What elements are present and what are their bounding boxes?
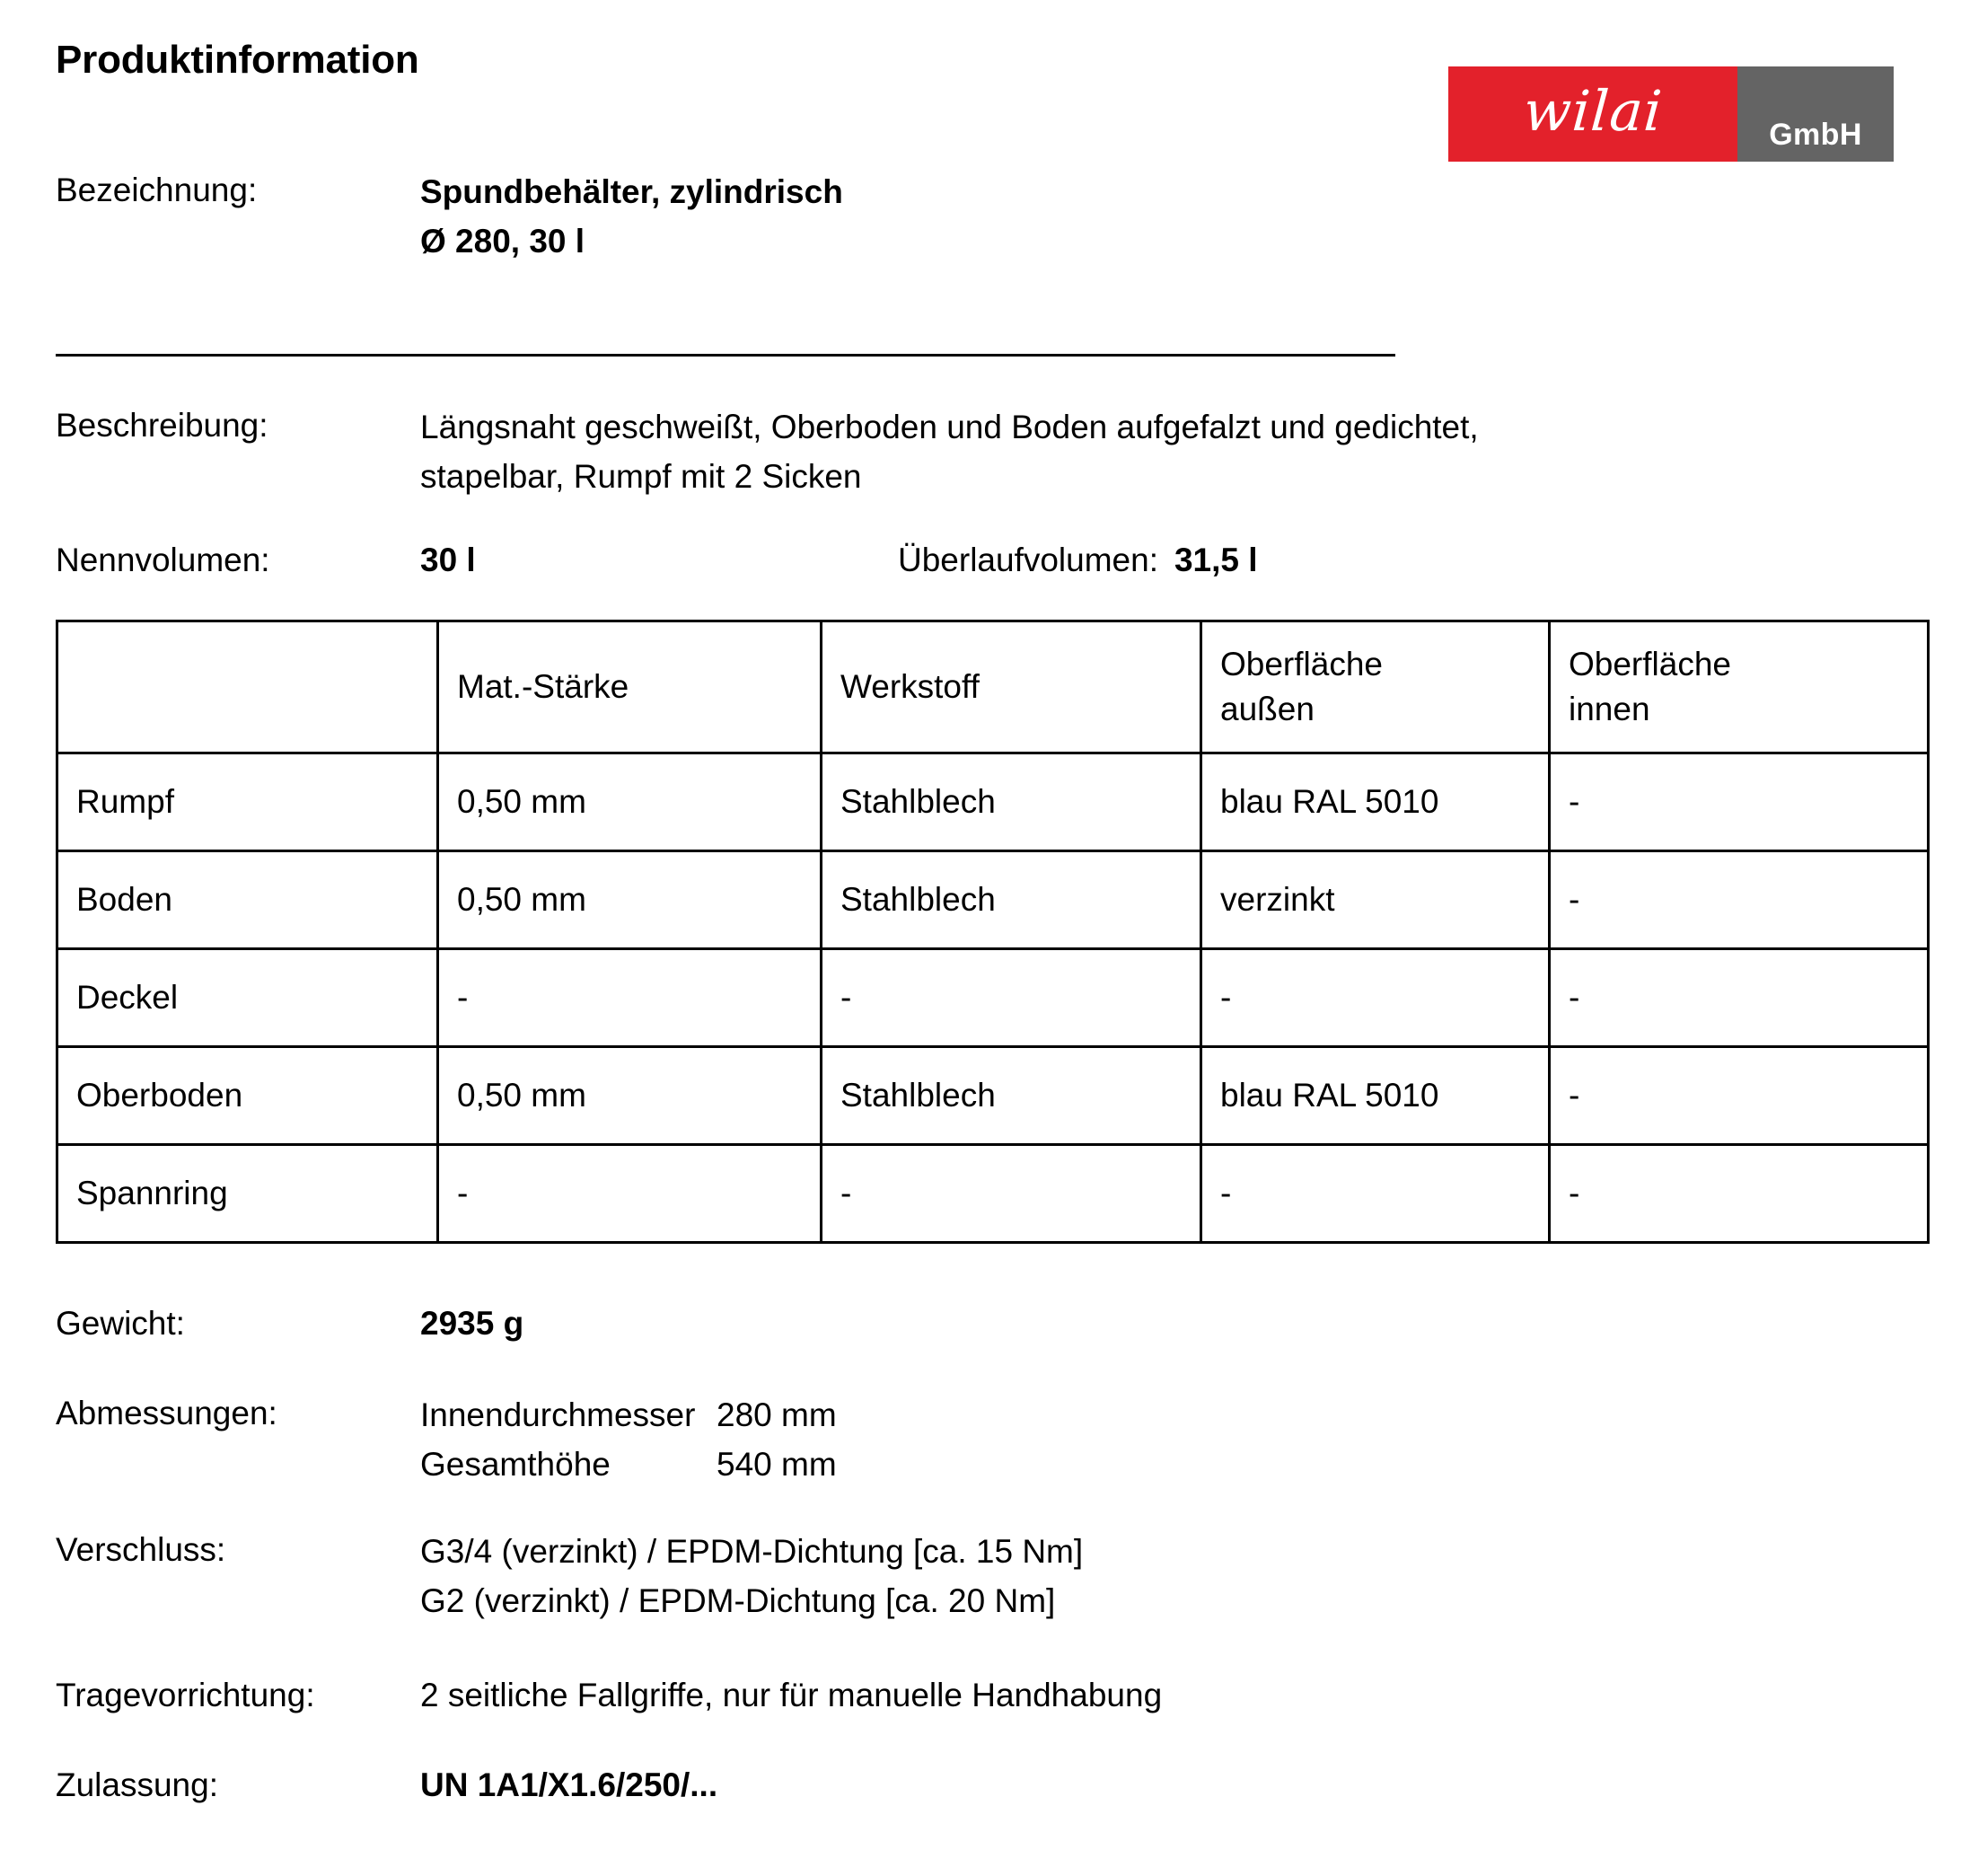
field-ueberlaufvolumen-value: 31,5 l bbox=[1174, 542, 1258, 578]
section-divider bbox=[56, 354, 1395, 357]
logo-red-block bbox=[1448, 66, 1737, 162]
field-zulassung-value: UN 1A1/X1.6/250/... bbox=[420, 1766, 718, 1803]
company-logo bbox=[1448, 66, 1894, 162]
page-title: Produktinformation bbox=[56, 38, 419, 82]
table-row bbox=[57, 1047, 1929, 1145]
field-beschreibung-label: Beschreibung: bbox=[56, 407, 268, 444]
field-tragevorrichtung-label: Tragevorrichtung: bbox=[56, 1677, 315, 1713]
specification-table bbox=[56, 620, 1930, 1244]
cell-surface-out: blau RAL 5010 bbox=[1201, 1047, 1550, 1145]
field-zulassung-label: Zulassung: bbox=[56, 1766, 218, 1803]
field-abmessungen bbox=[56, 1390, 837, 1489]
cell-surface-out: blau RAL 5010 bbox=[1201, 753, 1550, 851]
table-row bbox=[57, 851, 1929, 949]
field-tragevorrichtung-value: 2 seitliche Fallgriffe, nur für manuelle Handhabung bbox=[420, 1677, 1163, 1713]
cell-thickness: - bbox=[438, 1145, 822, 1243]
header-material-line1: Werkstoff bbox=[840, 668, 980, 705]
cell-surface-out: - bbox=[1201, 949, 1550, 1047]
header-surface-out-line1: Oberfläche bbox=[1220, 646, 1383, 683]
table-row bbox=[57, 949, 1929, 1047]
header-surface-out-line2: außen bbox=[1220, 691, 1315, 727]
field-zulassung bbox=[56, 1762, 717, 1809]
cell-surface-in: - bbox=[1550, 851, 1929, 949]
beschreibung-line-2: stapelbar, Rumpf mit 2 Sicken bbox=[420, 458, 862, 495]
dimension-value: 540 mm bbox=[717, 1446, 837, 1483]
field-abmessungen-value bbox=[420, 1390, 837, 1489]
dimension-row bbox=[420, 1390, 837, 1440]
field-abmessungen-label: Abmessungen: bbox=[56, 1395, 277, 1431]
table-header-cell-surface-inside bbox=[1550, 621, 1929, 753]
header-surface-in-line1: Oberfläche bbox=[1569, 646, 1731, 683]
verschluss-line-2: G2 (verzinkt) / EPDM-Dichtung [ca. 20 Nm] bbox=[420, 1582, 1056, 1619]
dimension-name: Innendurchmesser bbox=[420, 1396, 696, 1433]
header-surface-in-line2: innen bbox=[1569, 691, 1650, 727]
table-header-cell-thickness bbox=[438, 621, 822, 753]
field-ueberlaufvolumen-label: Überlaufvolumen: bbox=[898, 542, 1158, 578]
cell-part: Rumpf bbox=[57, 753, 438, 851]
table-header-cell-part bbox=[57, 621, 438, 753]
logo-wordmark: wilai bbox=[1521, 78, 1665, 144]
field-beschreibung-value bbox=[420, 402, 1479, 501]
field-tragevorrichtung bbox=[56, 1672, 1162, 1719]
field-gewicht-label: Gewicht: bbox=[56, 1305, 185, 1342]
field-verschluss-label: Verschluss: bbox=[56, 1531, 226, 1568]
cell-material: Stahlblech bbox=[822, 753, 1201, 851]
field-bezeichnung bbox=[56, 167, 843, 266]
field-nennvolumen bbox=[56, 537, 476, 584]
cell-material: - bbox=[822, 949, 1201, 1047]
dimension-name: Gesamthöhe bbox=[420, 1446, 611, 1483]
field-beschreibung bbox=[56, 402, 1479, 501]
cell-surface-in: - bbox=[1550, 949, 1929, 1047]
field-gewicht bbox=[56, 1300, 523, 1347]
beschreibung-line-1: Längsnaht geschweißt, Oberboden und Boden aufgefalzt und gedichtet, bbox=[420, 409, 1479, 445]
cell-thickness: 0,50 mm bbox=[438, 753, 822, 851]
header-thickness-line1: Mat.-Stärke bbox=[457, 668, 629, 705]
cell-material: - bbox=[822, 1145, 1201, 1243]
cell-part: Deckel bbox=[57, 949, 438, 1047]
cell-part: Spannring bbox=[57, 1145, 438, 1243]
dimension-row bbox=[420, 1440, 837, 1489]
cell-part: Boden bbox=[57, 851, 438, 949]
cell-surface-in: - bbox=[1550, 1047, 1929, 1145]
cell-surface-out: verzinkt bbox=[1201, 851, 1550, 949]
cell-part: Oberboden bbox=[57, 1047, 438, 1145]
cell-thickness: 0,50 mm bbox=[438, 1047, 822, 1145]
field-gewicht-value: 2935 g bbox=[420, 1305, 524, 1342]
cell-thickness: - bbox=[438, 949, 822, 1047]
field-verschluss-value bbox=[420, 1527, 1083, 1625]
table-header-row bbox=[57, 621, 1929, 753]
field-ueberlaufvolumen bbox=[898, 537, 1258, 584]
cell-material: Stahlblech bbox=[822, 851, 1201, 949]
logo-legal-suffix: GmbH bbox=[1769, 118, 1862, 152]
table-row bbox=[57, 1145, 1929, 1243]
verschluss-line-1: G3/4 (verzinkt) / EPDM-Dichtung [ca. 15 Nm] bbox=[420, 1533, 1084, 1570]
cell-material: Stahlblech bbox=[822, 1047, 1201, 1145]
field-verschluss bbox=[56, 1527, 1083, 1625]
table-header-cell-material bbox=[822, 621, 1201, 753]
dimension-value: 280 mm bbox=[717, 1396, 837, 1433]
bezeichnung-line-2: Ø 280, 30 l bbox=[420, 223, 585, 260]
field-nennvolumen-value: 30 l bbox=[420, 542, 476, 578]
bezeichnung-line-1: Spundbehälter, zylindrisch bbox=[420, 173, 843, 210]
field-bezeichnung-label: Bezeichnung: bbox=[56, 172, 258, 208]
logo-gray-block bbox=[1737, 66, 1894, 162]
table-row bbox=[57, 753, 1929, 851]
cell-surface-out: - bbox=[1201, 1145, 1550, 1243]
field-bezeichnung-value bbox=[420, 167, 843, 266]
field-nennvolumen-label: Nennvolumen: bbox=[56, 542, 270, 578]
cell-surface-in: - bbox=[1550, 1145, 1929, 1243]
table-header-cell-surface-outside bbox=[1201, 621, 1550, 753]
cell-thickness: 0,50 mm bbox=[438, 851, 822, 949]
cell-surface-in: - bbox=[1550, 753, 1929, 851]
